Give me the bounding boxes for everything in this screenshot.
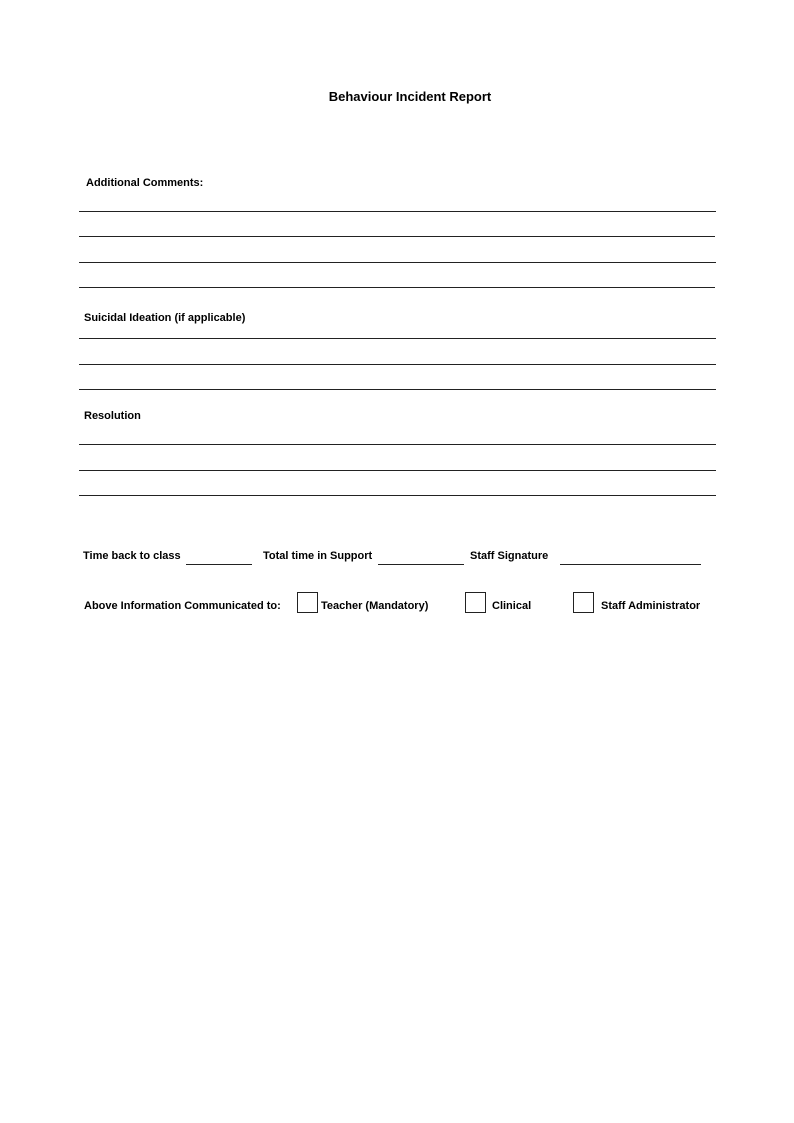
teacher-label: Teacher (Mandatory) xyxy=(321,600,429,612)
time-back-label: Time back to class xyxy=(83,550,181,562)
staff-administrator-checkbox[interactable] xyxy=(573,592,594,613)
comments-line-2[interactable] xyxy=(79,236,715,237)
comments-line-4[interactable] xyxy=(79,287,715,288)
clinical-checkbox[interactable] xyxy=(465,592,486,613)
communicated-label: Above Information Communicated to: xyxy=(84,600,281,612)
teacher-checkbox[interactable] xyxy=(297,592,318,613)
page-title: Behaviour Incident Report xyxy=(328,89,492,104)
additional-comments-label: Additional Comments: xyxy=(86,177,204,189)
comments-line-3[interactable] xyxy=(79,262,716,263)
resolution-line-3[interactable] xyxy=(79,495,716,496)
suicidal-ideation-label: Suicidal Ideation (if applicable) xyxy=(84,312,246,324)
ideation-line-2[interactable] xyxy=(79,364,716,365)
resolution-line-2[interactable] xyxy=(79,470,716,471)
staff-signature-field[interactable] xyxy=(560,564,701,565)
comments-line-1[interactable] xyxy=(79,211,716,212)
total-time-label: Total time in Support xyxy=(263,550,373,562)
staff-administrator-label: Staff Administrator xyxy=(601,600,701,612)
ideation-line-3[interactable] xyxy=(79,389,716,390)
time-back-field[interactable] xyxy=(186,564,252,565)
clinical-label: Clinical xyxy=(492,600,532,612)
resolution-label: Resolution xyxy=(84,410,141,422)
ideation-line-1[interactable] xyxy=(79,338,716,339)
total-time-field[interactable] xyxy=(378,564,464,565)
staff-signature-label: Staff Signature xyxy=(470,550,549,562)
resolution-line-1[interactable] xyxy=(79,444,716,445)
